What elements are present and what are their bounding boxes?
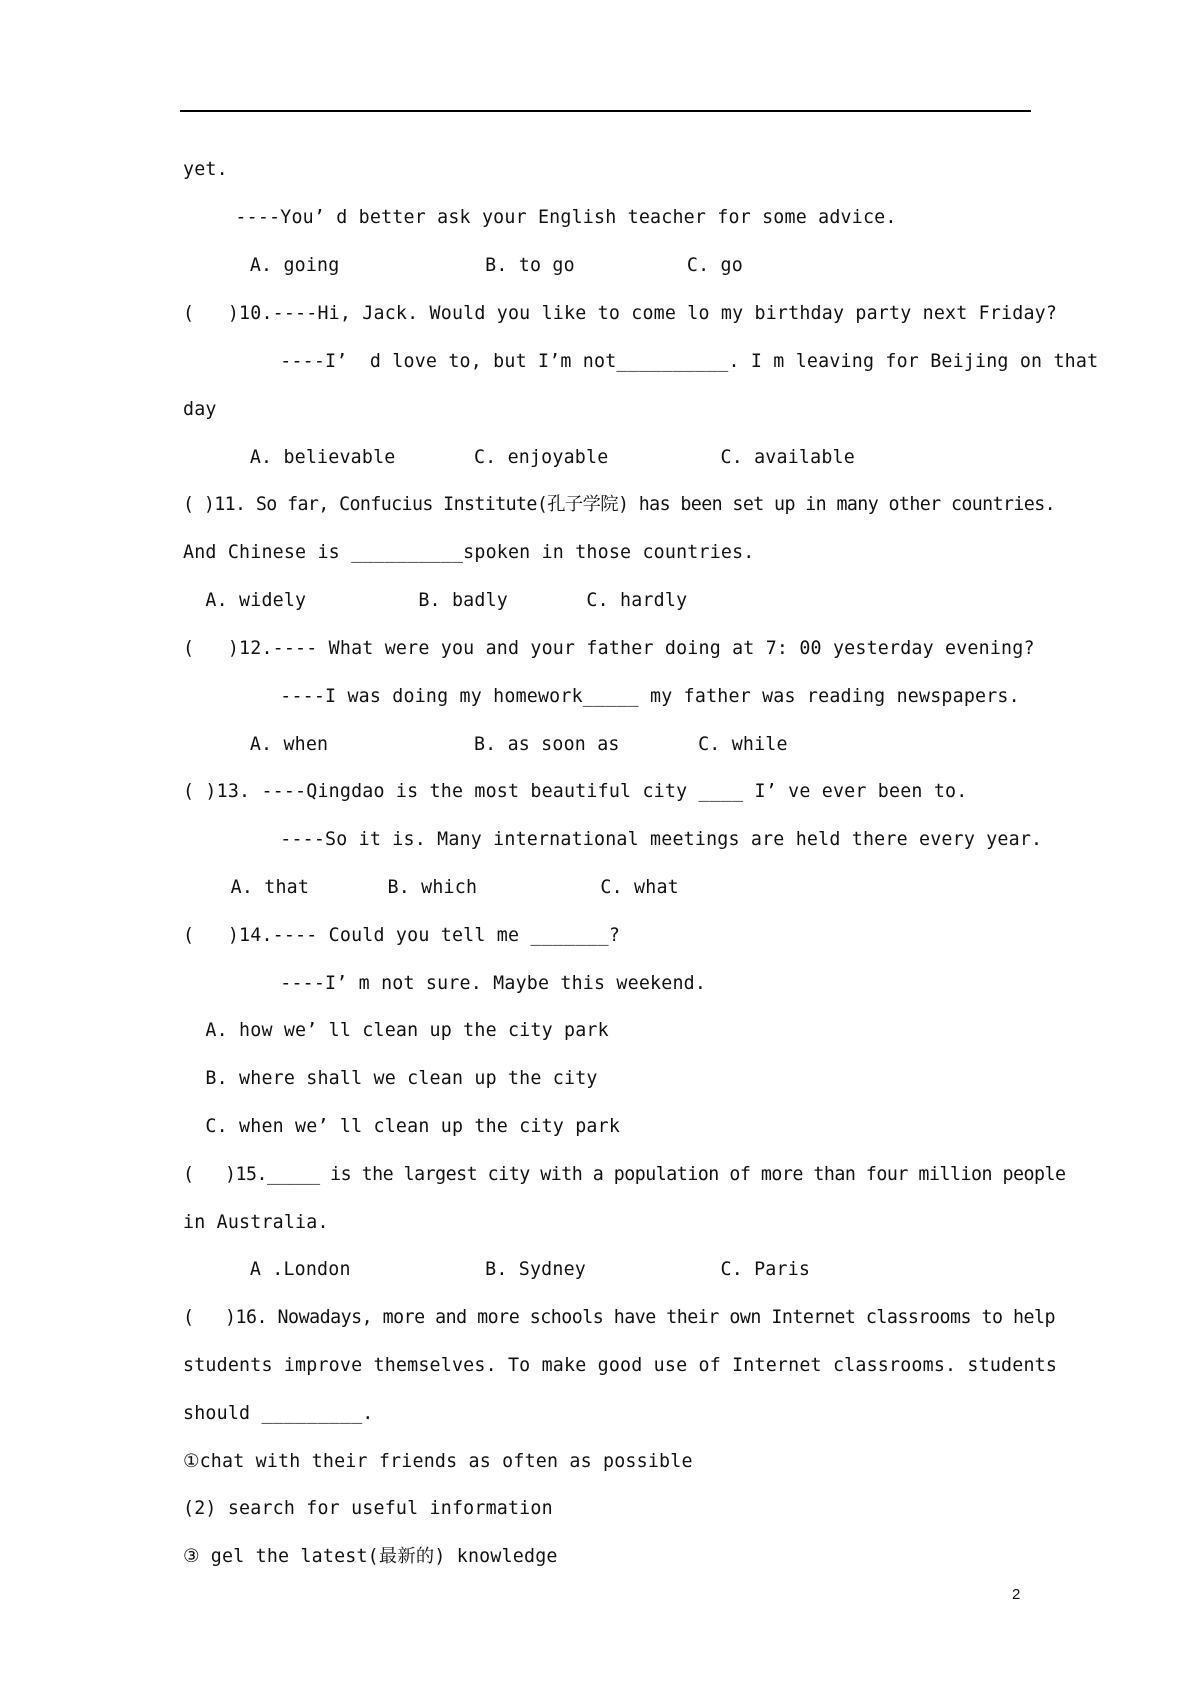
answer-options: A. believable C. enjoyable C. available [205, 447, 855, 468]
text-line: should _________. [183, 1403, 374, 1424]
question-11: ( )11. So far, Confucius Institute(孔子学院) has been set up in many other countries. [183, 494, 1056, 515]
header-rule [180, 110, 1031, 112]
answer-options: A. that B. which C. what [197, 877, 679, 898]
text-line: in Australia. [183, 1212, 329, 1233]
text-line: students improve themselves. To make good use of Internet classrooms. students [183, 1355, 1058, 1376]
text-line: ----So it is. Many international meetings are held there every year. [213, 829, 1043, 850]
answer-option-c: C. when we’ ll clean up the city park [183, 1116, 621, 1137]
text-line: And Chinese is __________spoken in those countries. [183, 542, 755, 563]
answer-options: A .London B. Sydney C. Paris [205, 1259, 811, 1280]
question-14: ( )14.---- Could you tell me _______? [183, 925, 621, 946]
list-item: ③ gel the latest(最新的) knowledge [183, 1546, 558, 1567]
question-10: ( )10.----Hi, Jack. Would you like to come lo my birthday party next Friday? [183, 303, 1058, 324]
answer-options: A. when B. as soon as C. while [205, 734, 788, 755]
answer-option-a: A. how we’ ll clean up the city park [183, 1020, 609, 1041]
question-13: ( )13. ----Qingdao is the most beautiful city ____ I’ ve ever been to. [183, 781, 968, 802]
text-line: ----I’ d love to, but I’m not__________. I m leaving for Beijing on that [213, 351, 1099, 372]
answer-options: A. widely B. badly C. hardly [183, 590, 688, 611]
answer-options: A. going B. to go C. go [205, 255, 743, 276]
answer-option-b: B. where shall we clean up the city [183, 1068, 598, 1089]
text-line: ----You’ d better ask your English teacher for some advice. [213, 207, 897, 228]
text-line: ----I’ m not sure. Maybe this weekend. [213, 973, 707, 994]
list-item: (2) search for useful information [183, 1498, 553, 1519]
text-line: day [183, 399, 217, 420]
text-line: yet. [183, 159, 228, 180]
page-number: 2 [1012, 1586, 1021, 1603]
list-item: ①chat with their friends as often as possible [183, 1451, 693, 1472]
question-16: ( )16. Nowadays, more and more schools have their own Internet classrooms to help [183, 1307, 1056, 1328]
question-15: ( )15._____ is the largest city with a population of more than four million people [183, 1164, 1066, 1185]
text-line: ----I was doing my homework_____ my father was reading newspapers. [213, 686, 1020, 707]
question-12: ( )12.---- What were you and your father doing at 7: 00 yesterday evening? [183, 638, 1035, 659]
